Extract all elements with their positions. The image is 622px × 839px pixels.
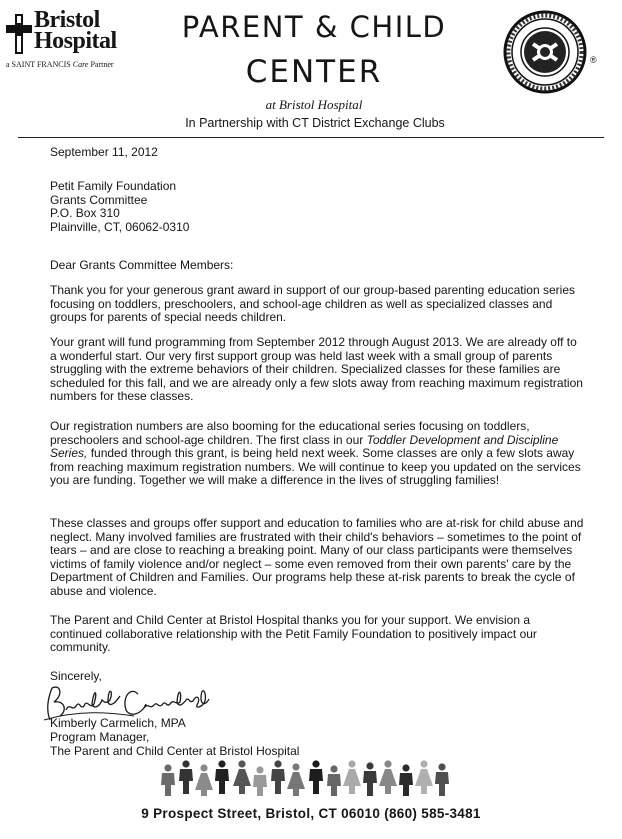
address-line: Plainville, CT, 06062-0310 [50,219,190,234]
header-divider [18,137,604,138]
signer-name: Kimberly Carmelich, MPA [50,716,186,730]
exchange-club-seal-icon [503,10,587,94]
registered-mark: ® [590,55,597,65]
footer-address: 9 Prospect Street, Bristol, CT 06010 (860) 585-3481 [141,806,481,821]
address-line: Petit Family Foundation [50,179,177,193]
partnership-line: In Partnership with CT District Exchange Clubs [185,116,445,130]
center-title-line1: PARENT & CHILD [181,10,447,44]
partner-tagline: a SAINT FRANCIS Care Partner [6,60,114,69]
signer-organization: The Parent and Child Center at Bristol Hospital [50,744,300,758]
address-line: Grants Committee [50,192,148,207]
paragraph-3: Our registration numbers are also booming for the educational series focusing on toddlers, preschoolers and school-age children. The first class in our Toddler Development and Discipline Series, funded through this grant, is being held next week. Some classes are only a few slots away from reaching maximum registration numbers. We will continue to keep you updated on the services you are funding. Together we will make a difference in the lives of struggling families! [50,419,581,488]
bristol-hospital-logo [6,7,146,72]
hospital-name: Bristol Hospital [34,7,117,54]
hospital-cross-icon [6,14,32,54]
family-figures-graphic [160,760,460,796]
paragraph-5: The Parent and Child Center at Bristol Hospital thanks you for your support. We envision a continued collaborative relationship with the Petit Family Foundation to positively impact our community. [50,613,537,655]
signer-block [50,717,299,759]
address-line: P.O. Box 310 [50,206,120,221]
paragraph-2: Your grant will fund programming from September 2012 through August 2013. We are already off to a wonderful start. Our very first support group was held last week with a small group of parents struggling with the extreme behaviors of their children. Specialized classes for these families are scheduled for this fall, and we are already only a few slots away from reaching maximum registration numbers for these classes. [50,335,583,404]
signer-title: Program Manager, [50,730,150,744]
letter-date: September 11, 2012 [50,145,158,159]
center-title-line2: CENTER [245,54,383,90]
paragraph-4: These classes and groups offer support and education to families who are at-risk for child abuse and neglect. Many involved families are frustrated with their child's behaviors – sometimes to the point of tears – and are close to reaching a breaking point. Many of our class participants were themselves victims of family violence and/or neglect – some even removed from their own parents' care by the Department of Children and Families. Our programs help these at-risk parents to break the cycle of abuse and violence. [50,516,584,598]
recipient-address [50,180,189,234]
closing: Sincerely, [50,669,102,683]
salutation: Dear Grants Committee Members: [50,258,234,272]
paragraph-1: Thank you for your generous grant award in support of our group-based parenting education series focusing on toddlers, preschoolers, and school-age children as well as specialized classes and groups for parents of special needs children. [50,283,575,325]
center-subtitle: at Bristol Hospital [265,97,363,112]
